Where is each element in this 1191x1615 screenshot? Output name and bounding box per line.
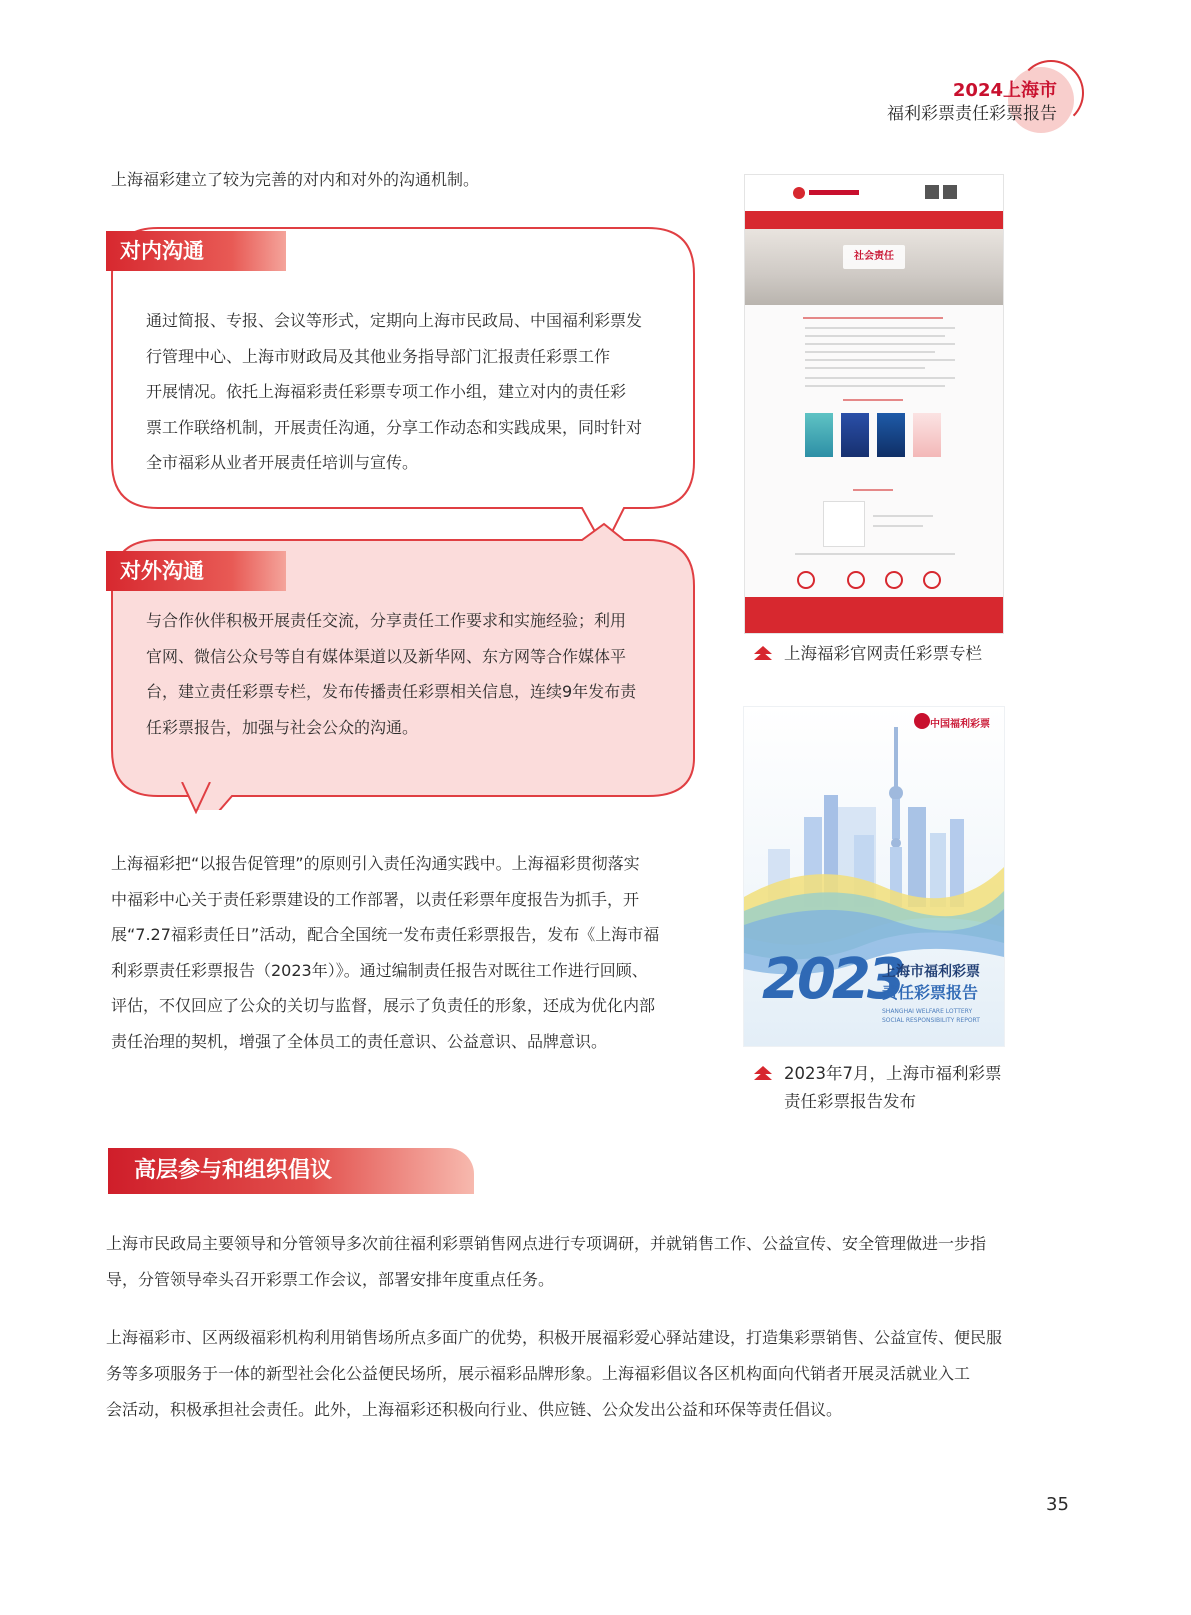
website-line bbox=[795, 553, 955, 555]
website-line bbox=[805, 367, 925, 369]
paragraph-line: 展“7.27福彩责任日”活动，配合全国统一发布责任彩票报告，发布《上海市福 bbox=[111, 925, 660, 944]
website-hero-badge bbox=[843, 245, 905, 269]
paragraph-line: 导，分管领导牵头召开彩票工作会议，部署安排年度重点任务。 bbox=[106, 1270, 555, 1289]
initiative-paragraph bbox=[106, 1320, 1066, 1428]
paragraph-line: 会活动，积极承担社会责任。此外，上海福彩还积极向行业、供应链、公众发出公益和环保等责任倡议。 bbox=[106, 1400, 843, 1419]
website-line bbox=[805, 327, 955, 329]
external-bubble-tail bbox=[180, 782, 220, 814]
website-hero-badge-text: 社会责任 bbox=[854, 251, 894, 262]
website-line bbox=[853, 489, 893, 491]
figure2-caption-line: 责任彩票报告发布 bbox=[784, 1092, 916, 1111]
website-circle-icon bbox=[847, 571, 865, 589]
figure1-caption: 上海福彩官网责任彩票专栏 bbox=[784, 644, 982, 663]
website-report-cover bbox=[841, 413, 869, 457]
website-circle-icon bbox=[797, 571, 815, 589]
website-line bbox=[873, 525, 923, 527]
paragraph-line: 评估，不仅回应了公众的关切与监督，展示了负责任的形象，还成为优化内部 bbox=[111, 996, 656, 1015]
website-line bbox=[803, 317, 943, 319]
website-screenshot-image bbox=[744, 174, 1004, 634]
caption-arrow-icon bbox=[754, 1072, 772, 1080]
header-report-title: 福利彩票责任彩票报告 bbox=[887, 104, 1057, 124]
paragraph-line: 中福彩中心关于责任彩票建设的工作部署，以责任彩票年度报告为抓手，开 bbox=[111, 889, 640, 909]
website-line bbox=[805, 359, 955, 361]
website-line bbox=[843, 399, 903, 401]
external-tag: 对外沟通 bbox=[106, 551, 286, 591]
website-line bbox=[805, 351, 935, 353]
caption-arrow-icon bbox=[754, 652, 772, 660]
website-report-cover bbox=[877, 413, 905, 457]
internal-line: 全市福彩从业者开展责任培训与宣传。 bbox=[146, 453, 419, 472]
paragraph-line: 利彩票责任彩票报告（2023年）》。通过编制责任报告对既往工作进行回顾、 bbox=[111, 960, 648, 980]
report-cover-logo: 中国福利彩票 bbox=[930, 719, 990, 730]
external-line: 台，建立责任彩票专栏，发布传播责任彩票相关信息，连续9年发布责 bbox=[146, 682, 637, 701]
website-circle-icon bbox=[923, 571, 941, 589]
header-year-city: 2024上海市 bbox=[952, 80, 1057, 101]
figure2-caption-line: 2023年7月，上海市福利彩票 bbox=[784, 1064, 1002, 1083]
report-cover-english bbox=[882, 1007, 980, 1025]
website-nav-bar bbox=[745, 211, 1003, 229]
section-heading: 高层参与和组织倡议 bbox=[108, 1148, 474, 1194]
website-footer bbox=[745, 597, 1003, 633]
report-cover-english-line: SOCIAL RESPONSIBILITY REPORT bbox=[882, 1017, 980, 1024]
internal-line: 通过简报、专报、会议等形式，定期向上海市民政局、中国福利彩票发 bbox=[146, 311, 643, 330]
figure2-caption bbox=[784, 1060, 1002, 1116]
external-text bbox=[146, 603, 636, 745]
website-line bbox=[805, 377, 955, 379]
website-line bbox=[805, 343, 955, 345]
website-report-cover bbox=[805, 413, 833, 457]
report-cover-image bbox=[743, 706, 1005, 1047]
page-number: 35 bbox=[1046, 1494, 1069, 1515]
paragraph-line: 上海市民政局主要领导和分管领导多次前往福利彩票销售网点进行专项调研，并就销售工作、公益宣传、安全管理做进一步指 bbox=[106, 1234, 987, 1253]
website-line bbox=[805, 385, 945, 387]
paragraph-line: 上海福彩把“以报告促管理”的原则引入责任沟通实践中。上海福彩贯彻落实 bbox=[111, 854, 640, 873]
external-line: 任彩票报告，加强与社会公众的沟通。 bbox=[146, 717, 419, 737]
paragraph-line: 责任治理的契机，增强了全体员工的责任意识、公益意识、品牌意识。 bbox=[111, 1031, 608, 1051]
external-line: 与合作伙伴积极开展责任交流，分享责任工作要求和实施经验；利用 bbox=[146, 611, 627, 630]
website-circle-icon bbox=[885, 571, 903, 589]
internal-tag: 对内沟通 bbox=[106, 231, 286, 271]
website-topbar bbox=[745, 175, 1003, 211]
internal-line: 票工作联络机制，开展责任沟通，分享工作动态和实践成果，同时针对 bbox=[146, 417, 643, 437]
website-line bbox=[873, 515, 933, 517]
internal-line: 开展情况。依托上海福彩责任彩票专项工作小组，建立对内的责任彩 bbox=[146, 382, 627, 401]
intro-text: 上海福彩建立了较为完善的对内和对外的沟通机制。 bbox=[111, 170, 480, 189]
website-report-cover bbox=[913, 413, 941, 457]
paragraph-line: 务等多项服务于一体的新型社会化公益便民场所，展示福彩品牌形象。上海福彩倡议各区机构面向代销者开展灵活就业入工 bbox=[106, 1364, 971, 1383]
leadership-paragraph bbox=[106, 1226, 1066, 1298]
internal-text bbox=[146, 303, 642, 481]
report-cover-title1: 上海市福利彩票 bbox=[882, 964, 980, 980]
report-cover-year: 2023 bbox=[762, 947, 902, 1012]
paragraph-line: 上海福彩市、区两级福彩机构利用销售场所点多面广的优势，积极开展福彩爱心驿站建设，打造集彩票销售、公益宣传、便民服 bbox=[106, 1328, 1003, 1347]
report-practice-paragraph bbox=[111, 846, 703, 1059]
internal-line: 行管理中心、上海市财政局及其他业务指导部门汇报责任彩票工作 bbox=[146, 346, 611, 366]
website-document-thumbnail bbox=[823, 501, 865, 547]
external-line: 官网、微信公众号等自有媒体渠道以及新华网、东方网等合作媒体平 bbox=[146, 646, 627, 666]
report-cover-title2: 责任彩票报告 bbox=[882, 983, 979, 1002]
website-line bbox=[805, 335, 945, 337]
report-cover-english-line: SHANGHAI WELFARE LOTTERY bbox=[882, 1008, 973, 1015]
